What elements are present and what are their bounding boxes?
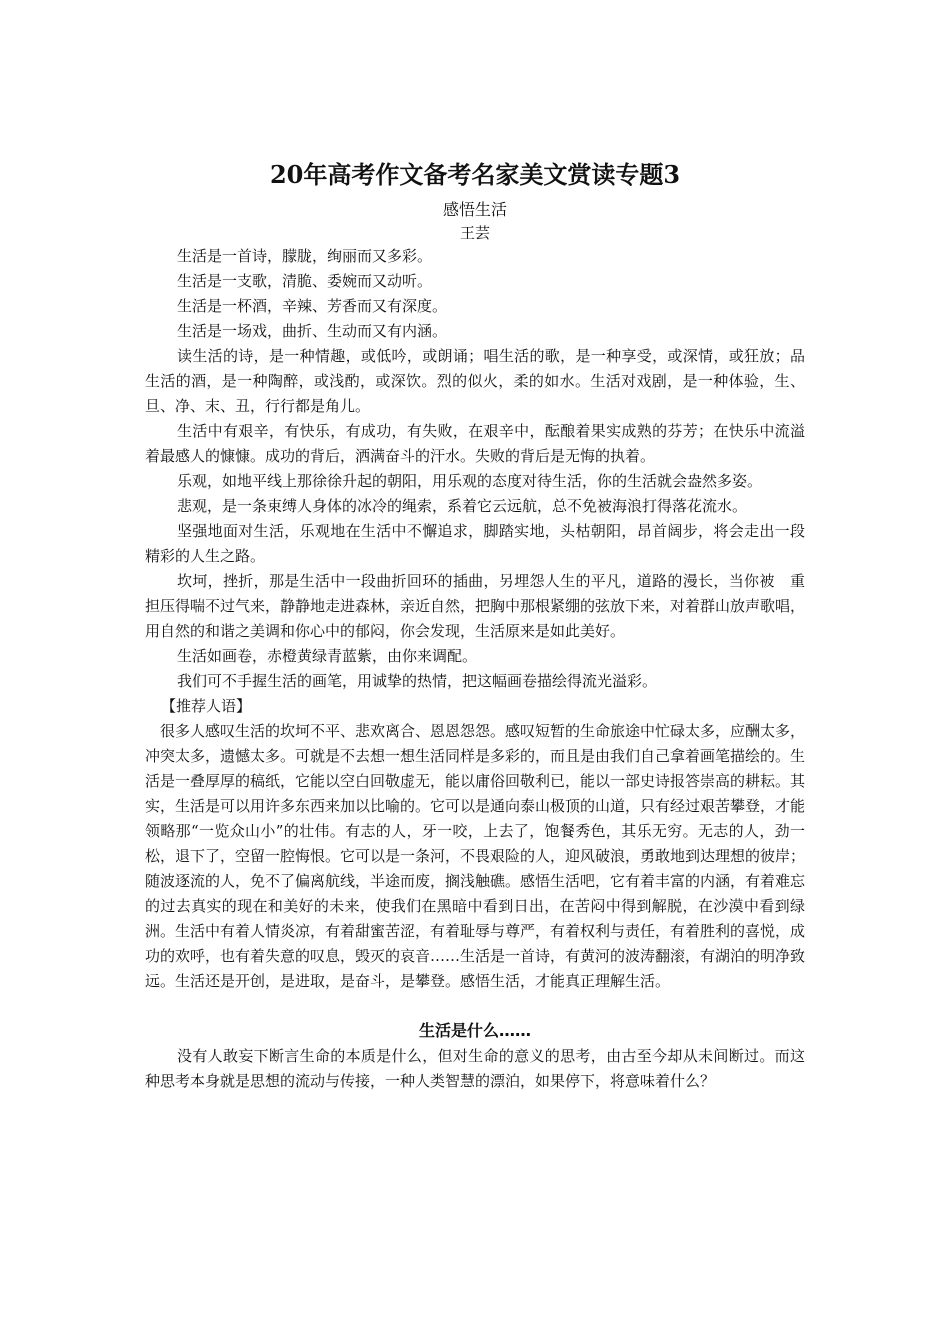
- section-paragraph: 没有人敢妄下断言生命的本质是什么，但对生命的意义的思考，由古至今却从未间断过。而这种思考本身就是思想的流动与传接，一种人类智慧的漂泊，如果停下，将意味着什么？: [145, 1047, 805, 1090]
- document-title: 20年高考作文备考名家美文赏读专题3: [269, 160, 681, 189]
- article-paragraph: 坚强地面对生活，乐观地在生活中不懈追求，脚踏实地，头枯朝阳，昂首阔步，将会走出一段精彩的人生之路。: [145, 522, 805, 565]
- article-paragraph: 乐观，如地平线上那徐徐升起的朝阳，用乐观的态度对待生活，你的生活就会盎然多姿。: [177, 472, 763, 490]
- poem-line: 生活是一场戏，曲折、生动而又有内涵。: [177, 322, 448, 340]
- recommendation-heading: 【推荐人语】: [161, 697, 252, 715]
- document-body: [145, 157, 805, 1094]
- poem-line: 生活是一杯酒，辛辣、芳香而又有深度。: [177, 297, 448, 315]
- poem-line: 生活是一首诗，朦胧，绚丽而又多彩。: [177, 247, 433, 265]
- section-heading: 生活是什么……: [418, 1021, 531, 1040]
- article-paragraph: 我们可不手握生活的画笔，用诚挚的热情，把这幅画卷描绘得流光溢彩。: [177, 672, 658, 690]
- article-paragraph: 坎坷，挫折，那是生活中一段曲折回环的插曲，另埋怨人生的平凡，道路的漫长，当你被 重担压得喘不过气来，静静地走进森林，亲近自然，把胸中那根紧绷的弦放下来，对着群山放声歌唱，用自然的和谐之美调和你心中的郁闷，你会发现，生活原来是如此美好。: [145, 572, 806, 640]
- article-author: 王芸: [459, 224, 490, 242]
- article-paragraph: 读生活的诗，是一种情趣，或低吟，或朗诵；唱生活的歌，是一种享受，或深情，或狂放；品生活的酒，是一种陶醉，或浅酌，或深饮。烈的似火，柔的如水。生活对戏剧，是一种体验，生、旦、净、末、丑，行行都是角儿。: [145, 347, 805, 415]
- recommendation-text: 很多人感叹生活的坎坷不平、悲欢离合、恩恩怨怨。感叹短暂的生命旅途中忙碌太多，应酬太多，冲突太多，遗憾太多。可就是不去想一想生活同样是多彩的，而且是由我们自己拿着画笔描绘的。生活是一叠厚厚的稿纸，它能以空白回敬虚无，能以庸俗回敬利已，能以一部史诗报答崇高的耕耘。其实，生活是可以用许多东西来加以比喻的。它可以是通向泰山极顶的山道，只有经过艰苦攀登，才能领略那“一览众山小”的壮伟。有志的人，牙一咬，上去了，饱餐秀色，其乐无穷。无志的人，劲一松，退下了，空留一腔悔恨。它可以是一条河，不畏艰险的人，迎风破浪，勇敢地到达理想的彼岸；随波逐流的人，免不了偏离航线，半途而废，搁浅触礁。感悟生活吧，它有着丰富的内涵，有着难忘的过去真实的现在和美好的未来，使我们在黑暗中看到日出，在苦闷中得到解脱，在沙漠中看到绿洲。生活中有着人情炎凉，有着甜蜜苦涩，有着耻辱与尊严，有着权利与责任，有着胜利的喜悦，成功的欢呼，也有着失意的叹息，毁灭的哀音……生活是一首诗，有黄河的波涛翻滚，有湖泊的明净致远。生活还是开创，是进取，是奋斗，是攀登。感悟生活，才能真正理解生活。: [145, 722, 806, 990]
- poem-line: 生活是一支歌，清脆、委婉而又动听。: [177, 272, 433, 290]
- article-heading: 感悟生活: [442, 200, 507, 219]
- article-paragraph: 悲观，是一条束缚人身体的冰冷的绳索，系着它云远航，总不免被海浪打得落花流水。: [177, 497, 748, 515]
- article-paragraph: 生活如画卷，赤橙黄绿青蓝紫，由你来调配。: [177, 647, 478, 665]
- article-paragraph: 生活中有艰辛，有快乐，有成功，有失败，在艰辛中，酝酿着果实成熟的芬芳；在快乐中流溢着最感人的慷慷。成功的背后，洒满奋斗的汗水。失败的背后是无悔的执着。: [145, 422, 805, 465]
